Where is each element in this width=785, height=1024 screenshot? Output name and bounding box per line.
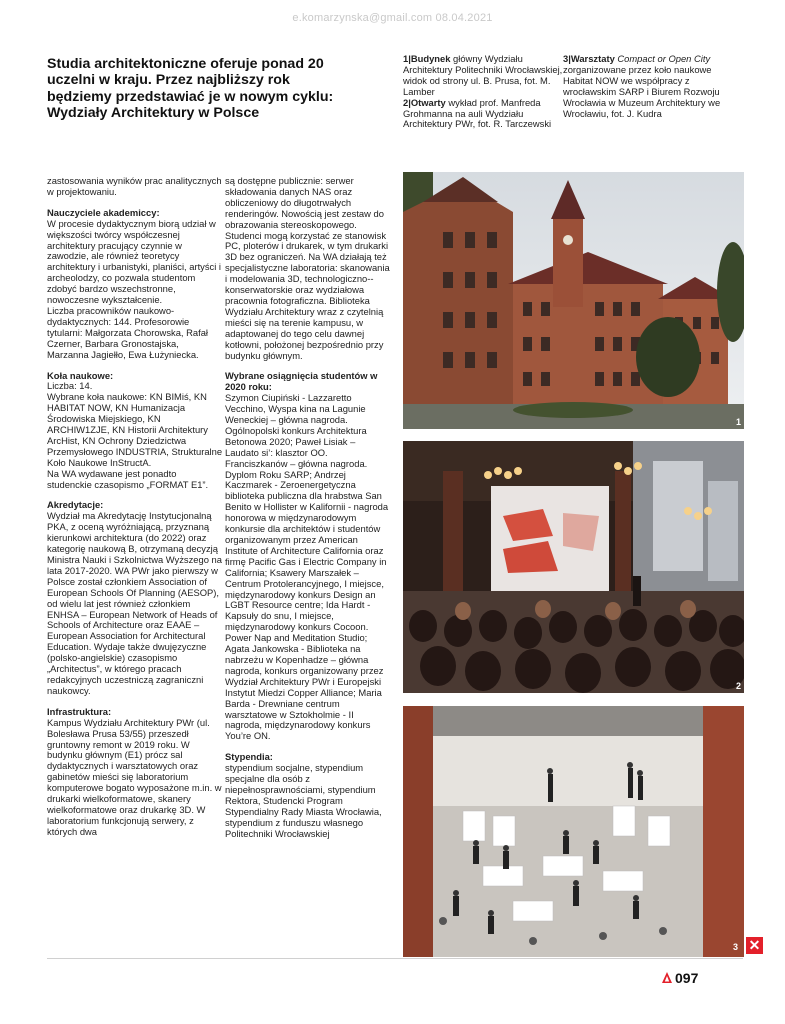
close-icon[interactable]: ✕ bbox=[746, 937, 763, 954]
caption-1: 1|Budynek główny Wydziału Architektury Politechniki Wrocławskiej, widok od strony ul. B. Prusa, fot. M. Lamber bbox=[403, 53, 563, 97]
photo-captions-left bbox=[403, 54, 563, 130]
accreditation-text: Wydział ma Akredytację Instytucjonalną PKA, z oceną wyróżniającą, przyznaną kierunkowi architektura (do 2022) oraz kategorię naukową B, otrzymaną decyzją Ministra Nauki i Szkolnictwa Wyższego na lata 2017-2020. WA PWr jako pierwszy w Polsce został członkiem Association of European Schools Of Planning (AESOP), od wielu lat jest również członkiem ENHSA – European Network of Heads of Schools of Architecture oraz EAAE – European Association for Architectural Education. Wydaje także dwujęzyczne (polsko-angielskie) czasopismo „Architectus”, w którego pracach redakcyjnych uczestniczą zagraniczni naukowcy. bbox=[47, 510, 222, 696]
accreditation-heading: Akredytacje: bbox=[47, 499, 104, 511]
teachers-heading: Nauczyciele akademiccy: bbox=[47, 206, 160, 218]
infrastructure-continued: są dostępne publicznie: serwer składowania danych NAS oraz obliczeniowy do długotrwałych renderingów. Nowością jest zestaw do obrazowania stereoskopowego. Studenci mogą korzystać ze stanowisk PC, ploterów i drukarek, w tym drukarki 3D bez ograniczeń. Na WA działają też specjalistyczne laboratoria: skanowania i modelowania 3D, technologiczno--konserwatorskie oraz wydziałowa pracownia fotograficzna. Biblioteka Wydziału Architektury wraz z czytelnią mieści się na terenie kampusu, w adaptowanej do tego celu dawnej kotłowni, położonej bezpośrednio przy budynku głównym. bbox=[225, 175, 390, 361]
photo-1-number: 1 bbox=[735, 417, 741, 427]
col1-intro: zastosowania wyników prac analitycznych w projektowaniu. bbox=[47, 175, 222, 197]
page-headline: Studia architektoniczne oferuje ponad 20 uczelni w kraju. Przez najbliższy rok będziemy przedstawiać je w nowym cyklu: Wydziały Architektury w Polsce bbox=[47, 56, 334, 122]
caption-1-number: 1 bbox=[403, 53, 409, 64]
caption-3-text: zorganizowane przez koło naukowe Habitat NOW we współpracy z wrocławskim SARP i Biurem Rozwoju Wrocławia w Muzeum Architektury we Wrocławiu, fot. J. Kudra bbox=[563, 63, 721, 119]
scholarships-text: stypendium socjalne, stypendium specjalne dla osób z niepełnosprawnościami, stypendium Rektora, Studencki Program Stypendialny Rady Miasta Wrocławia, stypendium z funduszu własnego Politechniki Wrocławskiej bbox=[225, 762, 382, 839]
caption-3-italic: Compact or Open City bbox=[614, 53, 711, 64]
infrastructure-heading: Infrastruktura: bbox=[47, 705, 112, 717]
clubs-text: Wybrane koła naukowe: KN BIMiś, KN HABITAT NOW, KN Humanizacja Środowiska Miejskiego, KN ARCHIW1ZJE, KN Historii Architektury ArcHist, KN Ochrony Dziedzictwa Przemysłowego INDUSTRIA, Strukturalne Koło Naukowe InStructA. bbox=[47, 391, 223, 468]
watermark: e.komarzynska@gmail.com 08.04.2021 bbox=[292, 12, 493, 24]
clubs-magazine: Na WA wydawane jest ponadto studenckie czasopismo „FORMAT E1”. bbox=[47, 467, 209, 490]
photo-lecture bbox=[403, 441, 744, 693]
brand-logo-icon bbox=[662, 972, 672, 983]
caption-2-title: Otwarty bbox=[410, 96, 446, 108]
teachers-text: W procesie dydaktycznym biorą udział w większości twórcy współczesnej architektury pracujący czynnie w zawodzie, ale również teoretycy architektury i urbanistyki, planiści, artyści i archeolodzy, co pozwala studentom zdobyć bardzo wszechstronne, nowoczesne wykształcenie. bbox=[47, 217, 222, 306]
photo-2-number: 2 bbox=[735, 681, 741, 691]
page-number: 097 bbox=[675, 970, 699, 986]
caption-2-number: 2 bbox=[403, 96, 409, 108]
caption-1-text: główny Wydziału Architektury Politechniki Wrocławskiej, widok od strony ul. B. Prusa, fot. M. Lamber bbox=[403, 53, 563, 97]
teachers-count: Liczba pracowników naukowo-dydaktycznych: 144. Profesorowie tytularni: Małgorzata Chorowska, Rafał Czerner, Barbara Gronostajska, Marzanna Jagiełło, Ewa Łużyniecka. bbox=[47, 304, 209, 360]
caption-2: 2|Otwarty wykład prof. Manfreda Grohmanna na auli Wydziału Architektury PWr, fot. R. Tarczewski bbox=[403, 96, 552, 130]
scholarships-heading: Stypendia: bbox=[225, 751, 273, 763]
photo-caption-3: 3|Warsztaty Compact or Open City zorganizowane przez koło naukowe Habitat NOW we współpracy z wrocławskim SARP i Biurem Rozwoju Wrocławia w Muzeum Architektury we Wrocławiu, fot. J. Kudra bbox=[563, 53, 721, 119]
photo-workshop bbox=[403, 706, 744, 957]
text-column-1 bbox=[47, 176, 223, 838]
photo-3-number: 3 bbox=[733, 942, 739, 952]
infrastructure-text: Kampus Wydziału Architektury PWr (ul. Bolesława Prusa 53/55) przeszedł gruntowny remont w 2019 roku. W budynku głównym (E1) prócz sal dydaktycznych i warsztatowych oraz gabinetów mieści się laboratorium komputerowe bogato wyposażone m.in. w drukarki wielkoformatowe, skanery wielkoformatowe oraz drukarkę 3D. W laboratorium funkcjonują serwery, z których dwa bbox=[47, 716, 222, 837]
footer-rule bbox=[47, 958, 743, 959]
text-column-2 bbox=[225, 176, 391, 839]
achievements-heading: Wybrane osiągnięcia studentów w 2020 roku: bbox=[225, 370, 378, 393]
caption-2-text: wykład prof. Manfreda Grohmanna na auli Wydziału Architektury PWr, fot. R. Tarczewski bbox=[403, 96, 552, 130]
caption-1-title: Budynek bbox=[410, 53, 451, 64]
clubs-count: Liczba: 14. bbox=[47, 380, 93, 392]
clubs-heading: Koła naukowe: bbox=[47, 369, 114, 381]
achievements-text: Szymon Ciupiński - Lazzaretto Vecchino, Wyspa kina na Lagunie Weneckiej – główna nagroda. Ogólnopolski konkurs Architektura Betonowa 2020; Paweł Lisiak – Laudato si’: klasztor OO. Franciszkanów – główna nagroda. Dyplom Roku SARP; Andrzej Kaczmarek - Zeroenergetyczna biblioteka publiczna dla hrabstwa San Benito w Hollister w Kalifornii - nagroda honorowa w międzynarodowym konkursie dla architektów i studentów organizowanym przez American Institute of Architecture California oraz firmę Pacific Gas i Electric Company in California; Ksawery Marszałek – Centrum Protolerancyjnego, I miejsce, międzynarodowy konkurs Design an LGBT Resource centre; Ida Hardt - Kapsuły do snu, I miejsce, międzynarodowy konkurs Cocoon. Power Nap and Meditation Studio; Agata Jankowska - Biblioteka na nabrzeżu w Kopenhadze – główna nagroda, konkurs organizowany przez Wydział Architektury PWr i Europejski Instytut Miedzi Copper Alliance; Maria Barda - Drewniane centrum warsztatowe w Sztokholmie - II nagroda, międzynarodowy konkurs You’re ON. bbox=[225, 392, 389, 742]
caption-3-number: 3 bbox=[563, 53, 569, 64]
caption-3-title: Warsztaty bbox=[570, 53, 615, 64]
photo-building bbox=[403, 172, 744, 429]
